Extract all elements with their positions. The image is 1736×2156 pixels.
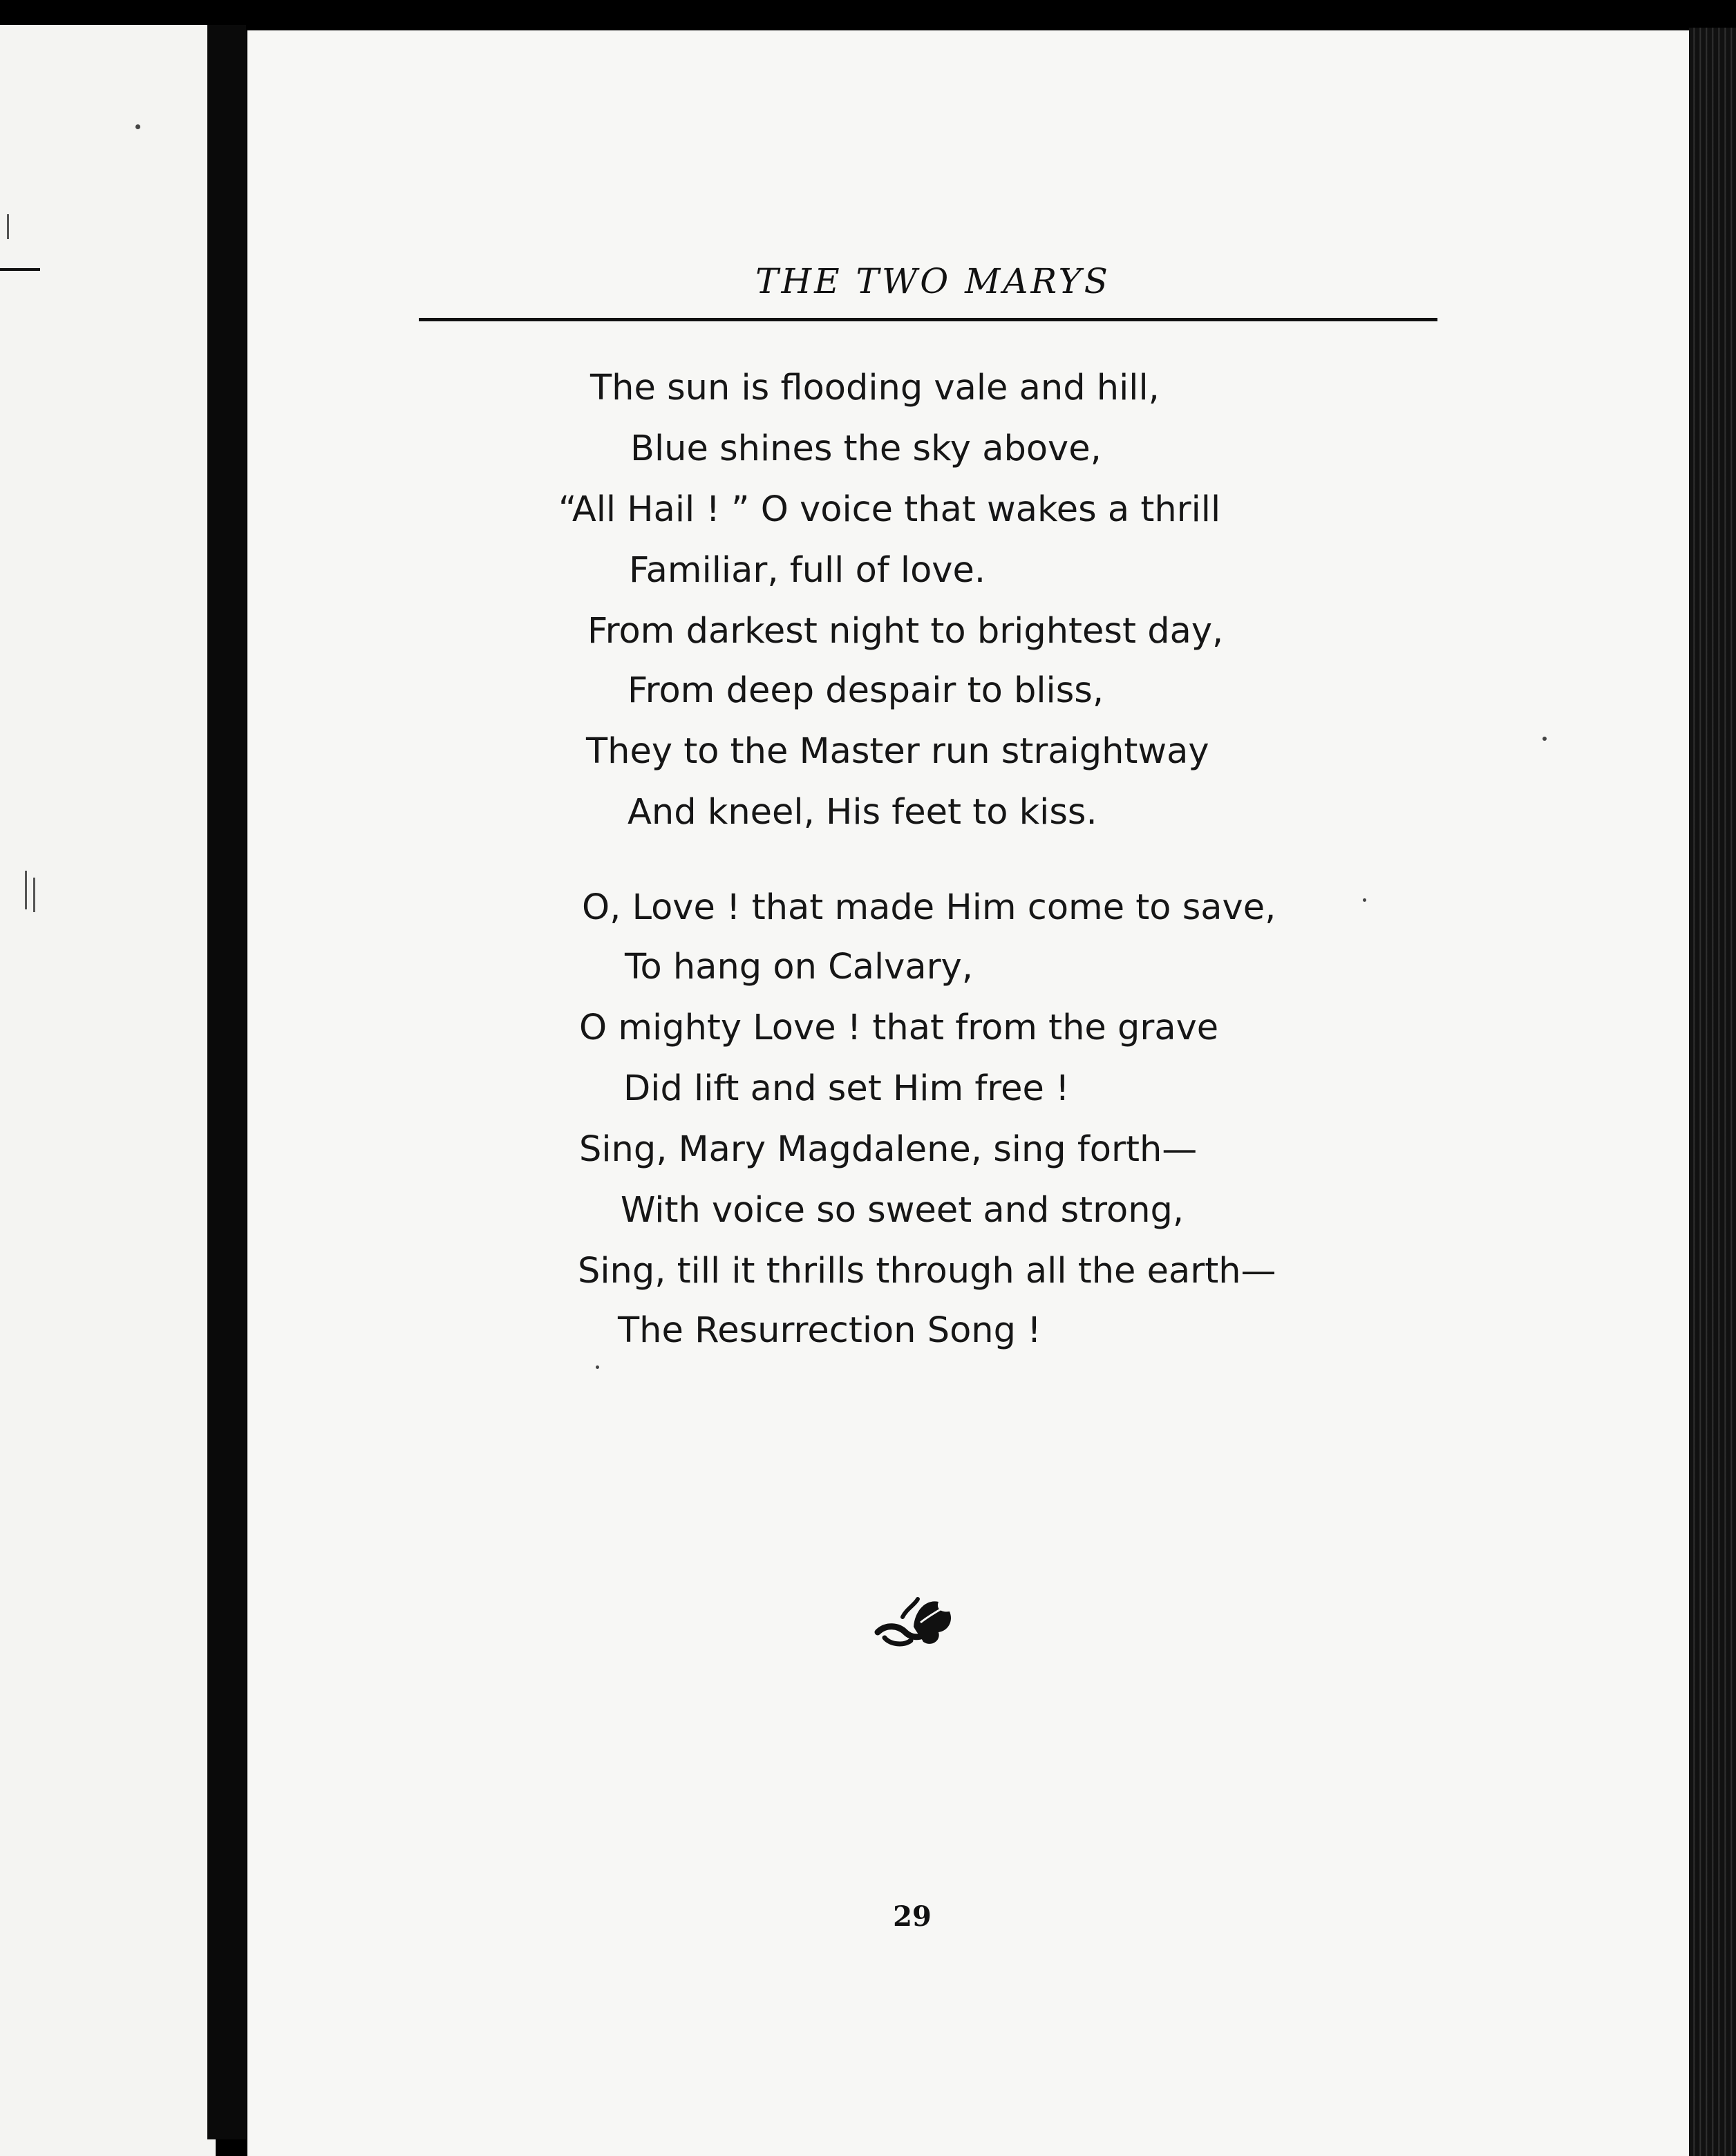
page-number: 29 [893, 1900, 932, 1933]
poem-line: “All Hail ! ” O voice that wakes a thrill [558, 489, 1221, 530]
poem-line: They to the Master run straightway [586, 731, 1209, 772]
paper-speck [1363, 898, 1366, 902]
running-head: THE TWO MARYS [755, 261, 1111, 301]
poem-line: And kneel, His feet to kiss. [628, 792, 1097, 833]
poem-line: From deep despair to bliss, [628, 670, 1104, 711]
poem-line: The Resurrection Song ! [618, 1310, 1041, 1351]
poem-line: With voice so sweet and strong, [621, 1190, 1185, 1231]
poem-line: Blue shines the sky above, [630, 428, 1102, 469]
poem-line: From darkest night to brightest day, [587, 611, 1224, 652]
paper-speck [135, 124, 140, 129]
poem-line: Sing, till it thrills through all the earth— [578, 1251, 1276, 1292]
poem-line: O mighty Love ! that from the grave [579, 1008, 1219, 1048]
poem-line: Sing, Mary Magdalene, sing forth— [579, 1129, 1198, 1170]
poem-line: Familiar, full of love. [629, 550, 986, 591]
poem-line: O, Love ! that made Him come to save, [582, 887, 1276, 928]
poem-line: To hang on Calvary, [625, 947, 973, 987]
paper-speck [1542, 737, 1547, 741]
poem-line: Did lift and set Him free ! [623, 1068, 1070, 1109]
poem-line: The sun is flooding vale and hill, [590, 368, 1160, 408]
leaf-flourish-icon [872, 1589, 962, 1653]
paper-speck [596, 1365, 599, 1369]
